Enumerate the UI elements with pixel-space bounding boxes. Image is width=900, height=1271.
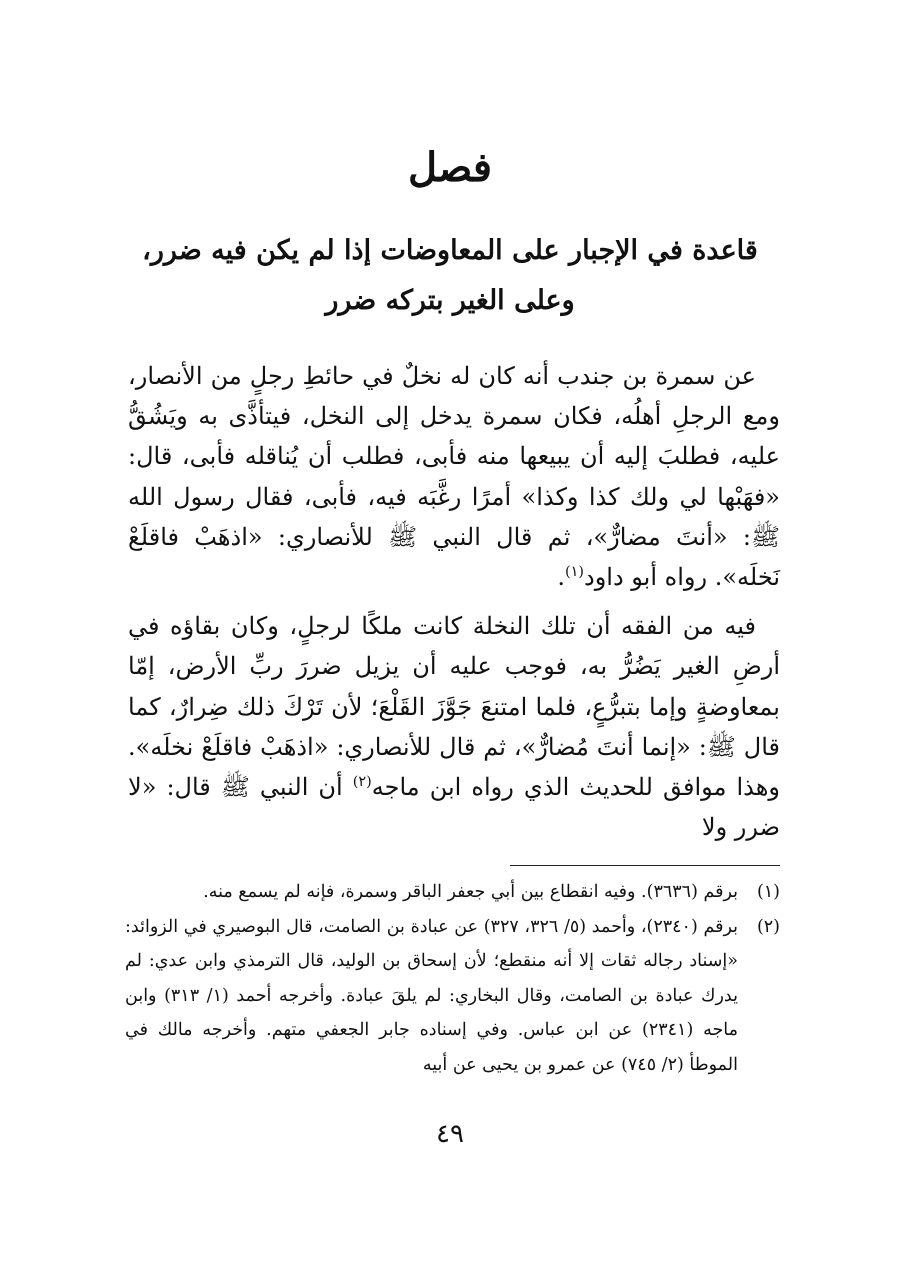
footnote-2 [125, 910, 780, 1083]
footnotes [125, 875, 780, 1082]
chapter-title: فصل [407, 144, 493, 191]
section-heading [130, 226, 770, 326]
footnote-ref-1: (١) [565, 564, 585, 581]
section-heading-line-1: قاعدة في الإجبار على المعاوضات إذا لم يكن فيه ضرر، [142, 235, 758, 266]
footnote-text: برقم (٣٦٣٦). وفيه انقطاع بين أبي جعفر الباقر وسمرة، فإنه لم يسمع منه. [203, 882, 738, 902]
footnote-number: (٢) [756, 916, 780, 937]
commentary-text: فيه من الفقه أن تلك النخلة كانت ملكًا لرجلٍ، وكان بقاؤه في أرضِ الغير يَضُرُّ به، فوجب عليه أن يزيل ضررَ ربِّ الأرض، إمّا بمعاوضةٍ وإما بتبرُّعٍ، فلما امتنعَ جَوَّزَ القَلْعَ؛ لأن تَرْكَ ذلك ضِرارٌ، كما قال ﷺ: «إنما أنتَ مُضارٌّ»، ثم قال للأنصاري: «اذهَبْ فاقلَعْ نخلَه». وهذا موافق للحديث الذي رواه ابن ماجه [128, 612, 781, 802]
hadith-paragraph [128, 356, 780, 597]
commentary-paragraph [128, 606, 780, 847]
main-text [128, 356, 780, 847]
page-number: ٤٩ [436, 1119, 464, 1149]
footnote-number: (١) [756, 882, 780, 902]
footnote-1 [125, 875, 780, 910]
footnote-text: برقم (٢٣٤٠)، وأحمد (٥/ ٣٢٦، ٣٢٧) عن عبادة بن الصامت، قال البوصيري في الزوائد: «إسناد رجاله ثقات إلا أنه منقطع؛ لأن إسحاق بن الوليد، قال الترمذي وابن عدي: لم يدرك عبادة بن الصامت، وقال البخاري: لم يلقَ عبادة. وأخرجه أحمد (١/ ٣١٣) وابن ماجه (٢٣٤١) عن ابن عباس. وفي إسناده جابر الجعفي متهم. وأخرجه مالك في الموطأ (٢/ ٧٤٥) عن عمرو بن يحيى عن أبيه [125, 916, 738, 1075]
footnote-ref-2: (٢) [352, 774, 372, 791]
hadith-end: . [557, 563, 566, 592]
footnote-separator [510, 865, 780, 866]
section-heading-line-2: وعلى الغير بتركه ضرر [325, 285, 575, 316]
hadith-text: عن سمرة بن جندب أنه كان له نخلٌ في حائطِ رجلٍ من الأنصار، ومع الرجلِ أهلُه، فكان سمرة يدخل إلى النخل، فيتأذَّى به ويَشُقُّ عليه، فطلبَ إليه أن يبيعها منه فأبى، فطلب أن يُناقله فأبى، قال: «فهَبْها لي ولك كذا وكذا» أمرًا رغَّبَه فيه، فأبى، فقال رسول الله ﷺ: «أنتَ مضارٌّ»، ثم قال النبي ﷺ للأنصاري: «اذهَبْ فاقلَعْ نَخلَه». رواه أبو داود [128, 362, 780, 592]
commentary-end: أن النبي ﷺ قال: «لا ضرر ولا [128, 773, 780, 842]
